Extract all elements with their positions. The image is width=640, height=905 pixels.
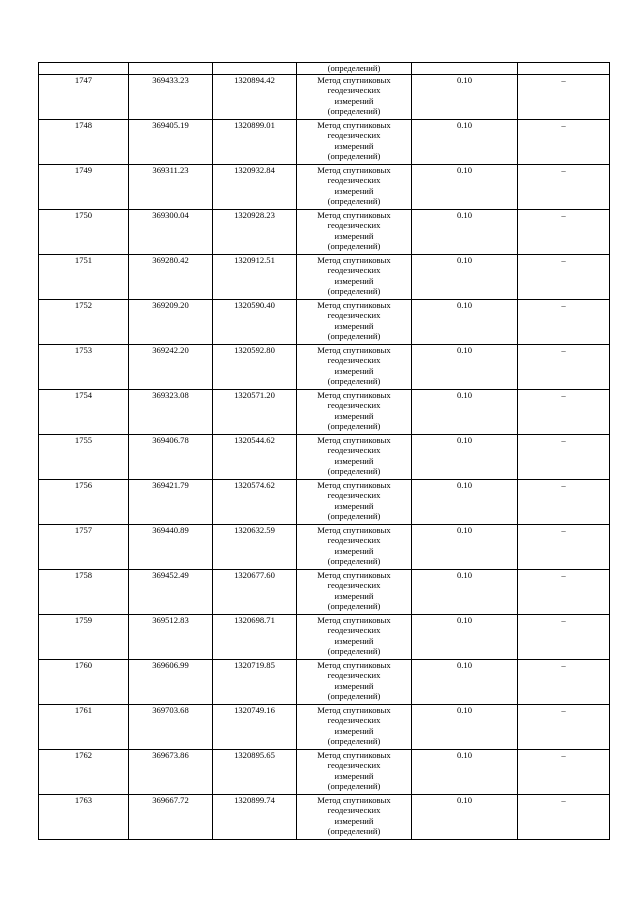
cell-id: 1751 (39, 254, 129, 299)
method-line: Метод спутниковых (317, 74, 391, 85)
cell-method (297, 119, 412, 164)
cell-id: 1749 (39, 164, 129, 209)
method-line: измерений (334, 95, 374, 106)
cell-id: 1753 (39, 344, 129, 389)
method-line: Метод спутниковых (317, 569, 391, 580)
cell-note: – (518, 389, 610, 434)
table-row (39, 434, 610, 479)
method-line: геодезических (327, 175, 381, 185)
table-row (39, 794, 610, 839)
cell-x: 369406.78 (129, 434, 213, 479)
cell-id: 1761 (39, 704, 129, 749)
method-line: (определений) (327, 151, 381, 161)
method-line: измерений (334, 680, 374, 691)
cell-error: 0.10 (412, 254, 518, 299)
cell-id: 1757 (39, 524, 129, 569)
cell-error: 0.10 (412, 524, 518, 569)
method-line: (определений) (327, 376, 381, 386)
cell-y: 1320749.16 (213, 704, 297, 749)
method-line: геодезических (327, 625, 381, 635)
cell-note: – (518, 299, 610, 344)
cell-method (297, 299, 412, 344)
table-row (39, 569, 610, 614)
cell-y: 1320719.85 (213, 659, 297, 704)
cell-method (297, 794, 412, 839)
cell-error (412, 63, 518, 75)
method-line: Метод спутниковых (317, 749, 391, 760)
cell-method (297, 209, 412, 254)
method-line: измерений (334, 590, 374, 601)
method-line: Метод спутниковых (317, 164, 391, 175)
cell-note (518, 63, 610, 75)
method-line: геодезических (327, 535, 381, 545)
cell-note: – (518, 524, 610, 569)
cell-method (297, 704, 412, 749)
cell-error: 0.10 (412, 209, 518, 254)
method-line: Метод спутниковых (317, 614, 391, 625)
cell-method (297, 74, 412, 119)
cell-y: 1320895.65 (213, 749, 297, 794)
cell-note: – (518, 659, 610, 704)
method-line: Метод спутниковых (317, 209, 391, 220)
method-line: измерений (334, 320, 374, 331)
table-row (39, 209, 610, 254)
cell-x: 369433.23 (129, 74, 213, 119)
cell-note: – (518, 794, 610, 839)
method-line: измерений (334, 500, 374, 511)
table-row (39, 704, 610, 749)
table-row (39, 524, 610, 569)
method-line: (определений) (327, 331, 381, 341)
method-line: геодезических (327, 445, 381, 455)
method-line: геодезических (327, 760, 381, 770)
cell-x: 369440.89 (129, 524, 213, 569)
method-line: измерений (334, 185, 374, 196)
cell-method (297, 524, 412, 569)
cell-y: 1320592.80 (213, 344, 297, 389)
cell-x: 369280.42 (129, 254, 213, 299)
cell-error: 0.10 (412, 749, 518, 794)
method-line: (определений) (327, 556, 381, 566)
table-row (39, 659, 610, 704)
cell-error: 0.10 (412, 704, 518, 749)
cell-method (297, 254, 412, 299)
cell-method (297, 569, 412, 614)
method-line: Метод спутниковых (317, 434, 391, 445)
method-line: (определений) (327, 826, 381, 836)
method-line: Метод спутниковых (317, 119, 391, 130)
method-line: геодезических (327, 220, 381, 230)
method-line: (определений) (327, 736, 381, 746)
method-line: измерений (334, 275, 374, 286)
coordinates-table (38, 62, 610, 840)
cell-id: 1748 (39, 119, 129, 164)
method-line: измерений (334, 140, 374, 151)
cell-method (297, 614, 412, 659)
cell-id: 1752 (39, 299, 129, 344)
cell-x: 369703.68 (129, 704, 213, 749)
table-body (39, 63, 610, 840)
table-row (39, 74, 610, 119)
method-line: (определений) (327, 646, 381, 656)
method-line: геодезических (327, 85, 381, 95)
method-line: (определений) (327, 196, 381, 206)
method-line: Метод спутниковых (317, 344, 391, 355)
method-line: измерений (334, 455, 374, 466)
cell-y: 1320912.51 (213, 254, 297, 299)
table-row (39, 299, 610, 344)
cell-method (297, 749, 412, 794)
method-line: измерений (334, 635, 374, 646)
cell-y: 1320932.84 (213, 164, 297, 209)
cell-x: 369673.86 (129, 749, 213, 794)
cell-error: 0.10 (412, 344, 518, 389)
cell-error: 0.10 (412, 434, 518, 479)
cell-x: 369512.83 (129, 614, 213, 659)
method-line: геодезических (327, 310, 381, 320)
cell-error: 0.10 (412, 299, 518, 344)
cell-note: – (518, 749, 610, 794)
method-line: геодезических (327, 580, 381, 590)
cell-y: 1320698.71 (213, 614, 297, 659)
method-line: измерений (334, 815, 374, 826)
cell-id: 1759 (39, 614, 129, 659)
table-row (39, 389, 610, 434)
cell-note: – (518, 119, 610, 164)
method-line: Метод спутниковых (317, 299, 391, 310)
cell-x: 369405.19 (129, 119, 213, 164)
method-line: Метод спутниковых (317, 704, 391, 715)
method-line: Метод спутниковых (317, 389, 391, 400)
table-row (39, 614, 610, 659)
cell-error: 0.10 (412, 794, 518, 839)
method-line: Метод спутниковых (317, 794, 391, 805)
method-line: Метод спутниковых (317, 254, 391, 265)
method-line: геодезических (327, 400, 381, 410)
table-row (39, 164, 610, 209)
cell-note: – (518, 704, 610, 749)
cell-method (297, 659, 412, 704)
cell-x: 369323.08 (129, 389, 213, 434)
cell-x (129, 63, 213, 75)
method-line: измерений (334, 410, 374, 421)
cell-id: 1763 (39, 794, 129, 839)
method-line: (определений) (327, 511, 381, 521)
cell-y: 1320590.40 (213, 299, 297, 344)
method-line: геодезических (327, 355, 381, 365)
cell-id: 1755 (39, 434, 129, 479)
cell-method: (определений) (297, 63, 412, 75)
method-line: (определений) (327, 241, 381, 251)
method-line: измерений (334, 545, 374, 556)
cell-id: 1758 (39, 569, 129, 614)
method-line: измерений (334, 725, 374, 736)
cell-y: 1320894.42 (213, 74, 297, 119)
cell-note: – (518, 254, 610, 299)
cell-note: – (518, 479, 610, 524)
cell-note: – (518, 74, 610, 119)
cell-x: 369452.49 (129, 569, 213, 614)
cell-method (297, 434, 412, 479)
method-line: Метод спутниковых (317, 479, 391, 490)
cell-id: 1750 (39, 209, 129, 254)
cell-note: – (518, 434, 610, 479)
method-line: геодезических (327, 130, 381, 140)
cell-id (39, 63, 129, 75)
cell-y: 1320544.62 (213, 434, 297, 479)
cell-x: 369667.72 (129, 794, 213, 839)
method-line: (определений) (327, 106, 381, 116)
table-row (39, 119, 610, 164)
cell-y: 1320571.20 (213, 389, 297, 434)
table-row (39, 254, 610, 299)
cell-y: 1320928.23 (213, 209, 297, 254)
cell-note: – (518, 614, 610, 659)
method-line: Метод спутниковых (317, 524, 391, 535)
cell-error: 0.10 (412, 659, 518, 704)
cell-y: 1320899.01 (213, 119, 297, 164)
method-line: Метод спутниковых (317, 659, 391, 670)
cell-y: 1320632.59 (213, 524, 297, 569)
cell-method (297, 344, 412, 389)
cell-error: 0.10 (412, 614, 518, 659)
method-line: измерений (334, 230, 374, 241)
document-page (38, 62, 609, 840)
method-line: (определений) (327, 286, 381, 296)
cell-id: 1754 (39, 389, 129, 434)
cell-note: – (518, 209, 610, 254)
continuation-row (39, 63, 610, 75)
cell-error: 0.10 (412, 164, 518, 209)
cell-note: – (518, 569, 610, 614)
cell-error: 0.10 (412, 74, 518, 119)
method-line: (определений) (327, 781, 381, 791)
cell-note: – (518, 344, 610, 389)
cell-error: 0.10 (412, 479, 518, 524)
cell-x: 369300.04 (129, 209, 213, 254)
table-row (39, 344, 610, 389)
cell-x: 369606.99 (129, 659, 213, 704)
cell-x: 369311.23 (129, 164, 213, 209)
cell-error: 0.10 (412, 119, 518, 164)
method-line: (определений) (327, 601, 381, 611)
cell-x: 369421.79 (129, 479, 213, 524)
method-line: геодезических (327, 670, 381, 680)
method-line: геодезических (327, 805, 381, 815)
cell-error: 0.10 (412, 569, 518, 614)
method-line: (определений) (327, 421, 381, 431)
cell-x: 369242.20 (129, 344, 213, 389)
table-row (39, 749, 610, 794)
method-line: (определений) (327, 691, 381, 701)
cell-id: 1747 (39, 74, 129, 119)
cell-id: 1762 (39, 749, 129, 794)
cell-y: 1320899.74 (213, 794, 297, 839)
method-line: измерений (334, 365, 374, 376)
method-line: геодезических (327, 715, 381, 725)
method-line: геодезических (327, 490, 381, 500)
cell-y: 1320677.60 (213, 569, 297, 614)
table-row (39, 479, 610, 524)
cell-id: 1760 (39, 659, 129, 704)
cell-y: 1320574.62 (213, 479, 297, 524)
cell-method (297, 479, 412, 524)
cell-error: 0.10 (412, 389, 518, 434)
cell-y (213, 63, 297, 75)
method-line: геодезических (327, 265, 381, 275)
cell-x: 369209.20 (129, 299, 213, 344)
cell-note: – (518, 164, 610, 209)
cell-id: 1756 (39, 479, 129, 524)
method-line: измерений (334, 770, 374, 781)
method-line: (определений) (327, 466, 381, 476)
cell-method (297, 164, 412, 209)
cell-method (297, 389, 412, 434)
